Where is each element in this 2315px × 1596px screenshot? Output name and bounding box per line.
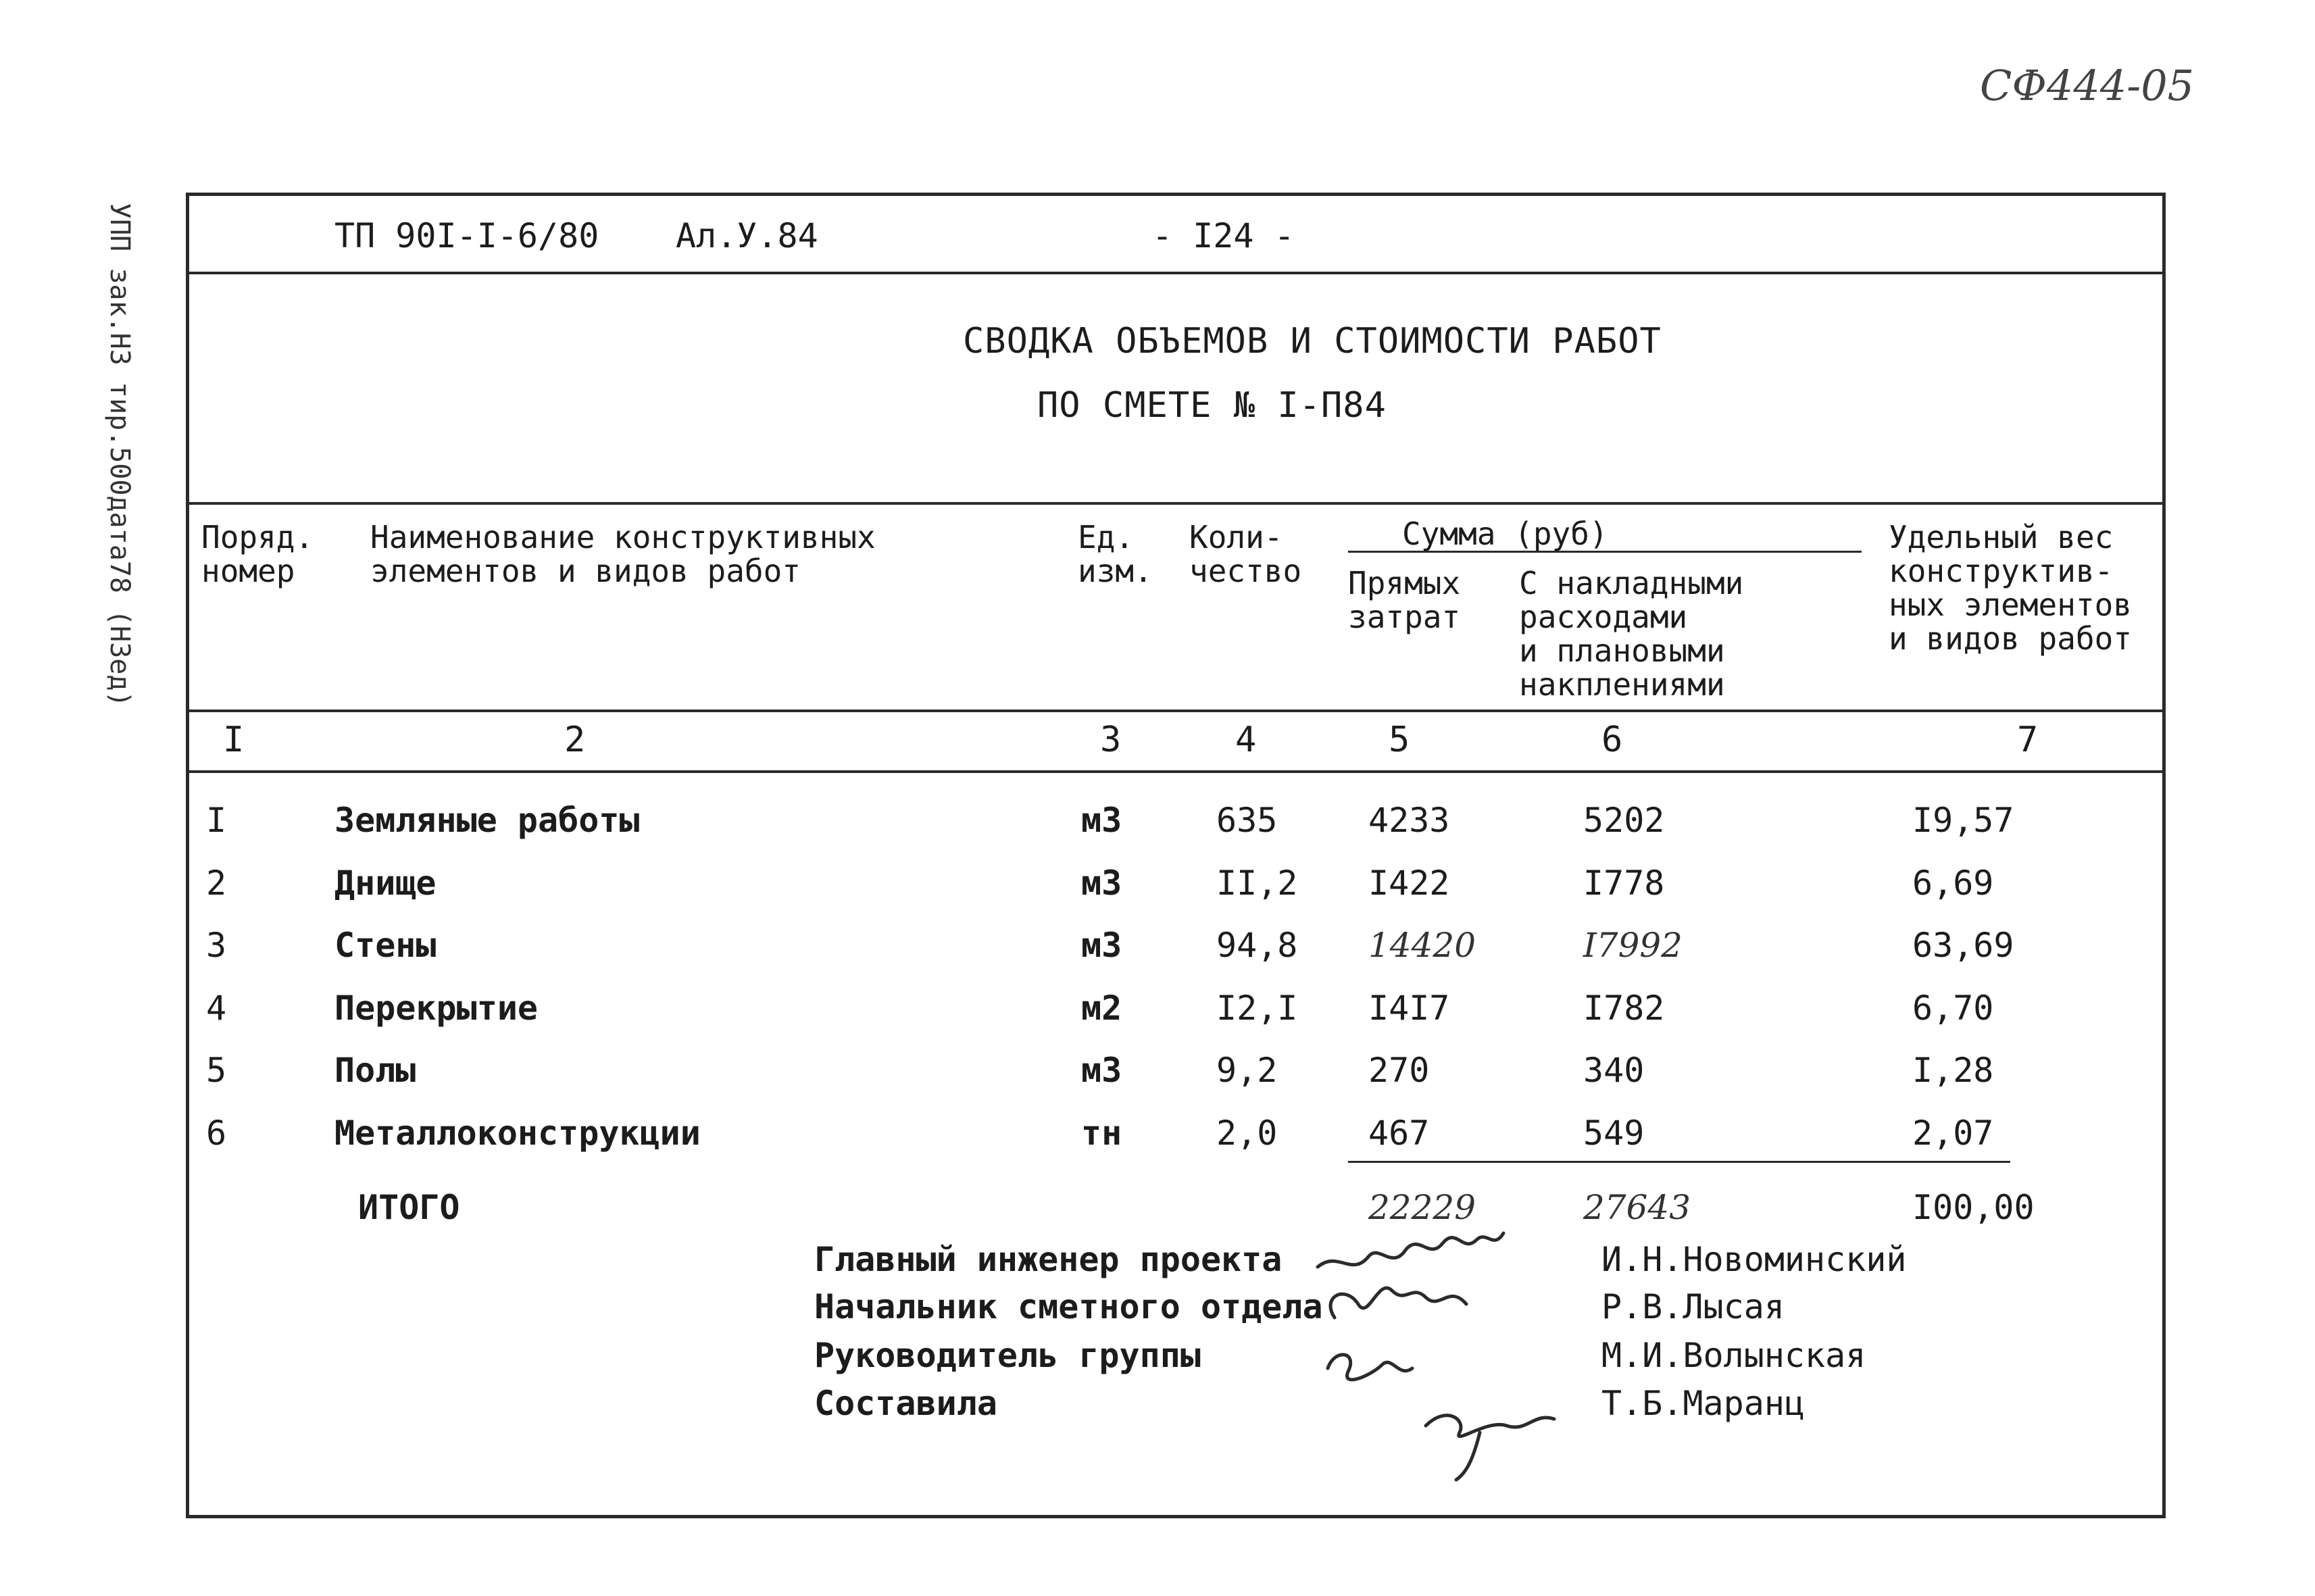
row-unit: м2 <box>1081 989 1122 1028</box>
row-quantity: 635 <box>1216 801 1278 840</box>
row-overhead: 5202 <box>1583 801 1665 840</box>
header-share: Удельный вес конструктив- ных элементов и видов работ <box>1889 519 2133 657</box>
header-element-name: Наименование конструктивных элементов и видов работ <box>370 519 876 589</box>
row-quantity: 2,0 <box>1216 1114 1278 1153</box>
row-number: 3 <box>206 926 227 965</box>
row-quantity: II,2 <box>1216 864 1298 903</box>
header-unit: Ед. изм. <box>1078 519 1153 589</box>
signature-role: Руководитель группы <box>814 1336 1201 1375</box>
row-share: 2,07 <box>1912 1114 1994 1153</box>
signature-name: М.И.Волынская <box>1601 1336 1866 1375</box>
signature-scribble-4 <box>1426 1416 1554 1480</box>
row-number: I <box>206 801 227 840</box>
rule-below-colnums <box>186 770 2166 773</box>
rule-below-header <box>186 272 2166 274</box>
header-overhead-costs: С накладными расходами и плановыми накплениями <box>1519 565 1744 703</box>
total-label: ИТОГО <box>358 1188 460 1227</box>
row-name: Металлоконструкции <box>334 1114 701 1153</box>
row-share: 63,69 <box>1912 926 2014 965</box>
row-number: 4 <box>206 989 227 1028</box>
row-direct: 4233 <box>1368 801 1450 840</box>
row-number: 5 <box>206 1051 227 1090</box>
column-number: 5 <box>1389 720 1410 760</box>
row-overhead: I7992 <box>1583 926 1683 965</box>
row-direct: 467 <box>1368 1114 1430 1153</box>
row-unit: м3 <box>1081 1051 1122 1090</box>
document-subtitle: ПО СМЕТЕ № I-П84 <box>1037 385 1387 426</box>
header-order-number: Поряд. номер <box>201 519 314 589</box>
total-share: I00,00 <box>1912 1188 2035 1227</box>
row-overhead: 340 <box>1583 1051 1645 1090</box>
row-direct: 270 <box>1368 1051 1430 1090</box>
rule-below-rows <box>1348 1161 2010 1163</box>
row-unit: м3 <box>1081 926 1122 965</box>
header-quantity: Коли- чество <box>1189 519 1302 589</box>
row-name: Полы <box>334 1051 416 1090</box>
signature-scribble-1 <box>1318 1233 1503 1267</box>
corner-code: СФ444-05 <box>1980 61 2195 110</box>
project-code: ТП 90I-I-6/80 <box>334 216 599 255</box>
row-name: Земляные работы <box>334 801 640 840</box>
row-direct: 14420 <box>1368 926 1476 965</box>
row-quantity: I2,I <box>1216 989 1298 1028</box>
signature-role: Составила <box>814 1384 997 1423</box>
signature-scribble-3 <box>1328 1355 1412 1380</box>
row-share: I,28 <box>1912 1051 1994 1090</box>
row-direct: I4I7 <box>1368 989 1450 1028</box>
total-overhead: 27643 <box>1583 1188 1691 1227</box>
row-name: Стены <box>334 926 437 965</box>
row-share: 6,70 <box>1912 989 1994 1028</box>
row-share: I9,57 <box>1912 801 2014 840</box>
column-number: 7 <box>2017 720 2039 760</box>
margin-note: УПП зак.Н3 тир.500дата78 (Н3ед) <box>104 203 135 707</box>
signature-name: Р.В.Лысая <box>1601 1287 1785 1326</box>
row-name: Перекрытие <box>334 989 539 1028</box>
signature-role: Главный инженер проекта <box>814 1240 1283 1279</box>
column-number: 2 <box>564 720 586 760</box>
album-code: Ал.У.84 <box>676 216 818 255</box>
page-number: - I24 - <box>1152 216 1295 255</box>
row-unit: м3 <box>1081 864 1122 903</box>
column-number: 4 <box>1235 720 1257 760</box>
column-number: 3 <box>1100 720 1122 760</box>
column-number: 6 <box>1601 720 1623 760</box>
signature-scribble-2 <box>1330 1288 1466 1318</box>
row-overhead: I782 <box>1583 989 1665 1028</box>
header-sum-group: Сумма (руб) <box>1402 516 1608 552</box>
signature-name: Т.Б.Маранц <box>1601 1384 1806 1423</box>
rule-above-table <box>186 502 2166 505</box>
signature-role: Начальник сметного отдела <box>814 1287 1323 1326</box>
row-overhead: 549 <box>1583 1114 1645 1153</box>
row-overhead: I778 <box>1583 864 1665 903</box>
total-direct: 22229 <box>1368 1188 1476 1227</box>
row-quantity: 9,2 <box>1216 1051 1278 1090</box>
rule-below-headers <box>186 709 2166 712</box>
signature-name: И.Н.Новоминский <box>1601 1240 1907 1279</box>
header-direct-costs: Прямых затрат <box>1348 565 1461 635</box>
row-unit: тн <box>1081 1114 1122 1153</box>
row-number: 6 <box>206 1114 227 1153</box>
row-unit: м3 <box>1081 801 1122 840</box>
document-title: СВОДКА ОБЪЕМОВ И СТОИМОСТИ РАБОТ <box>963 321 1662 361</box>
row-share: 6,69 <box>1912 864 1994 903</box>
row-quantity: 94,8 <box>1216 926 1298 965</box>
row-direct: I422 <box>1368 864 1450 903</box>
handwritten-signatures <box>1311 1203 1595 1487</box>
column-number: I <box>223 720 245 760</box>
row-number: 2 <box>206 864 227 903</box>
row-name: Днище <box>334 864 437 903</box>
